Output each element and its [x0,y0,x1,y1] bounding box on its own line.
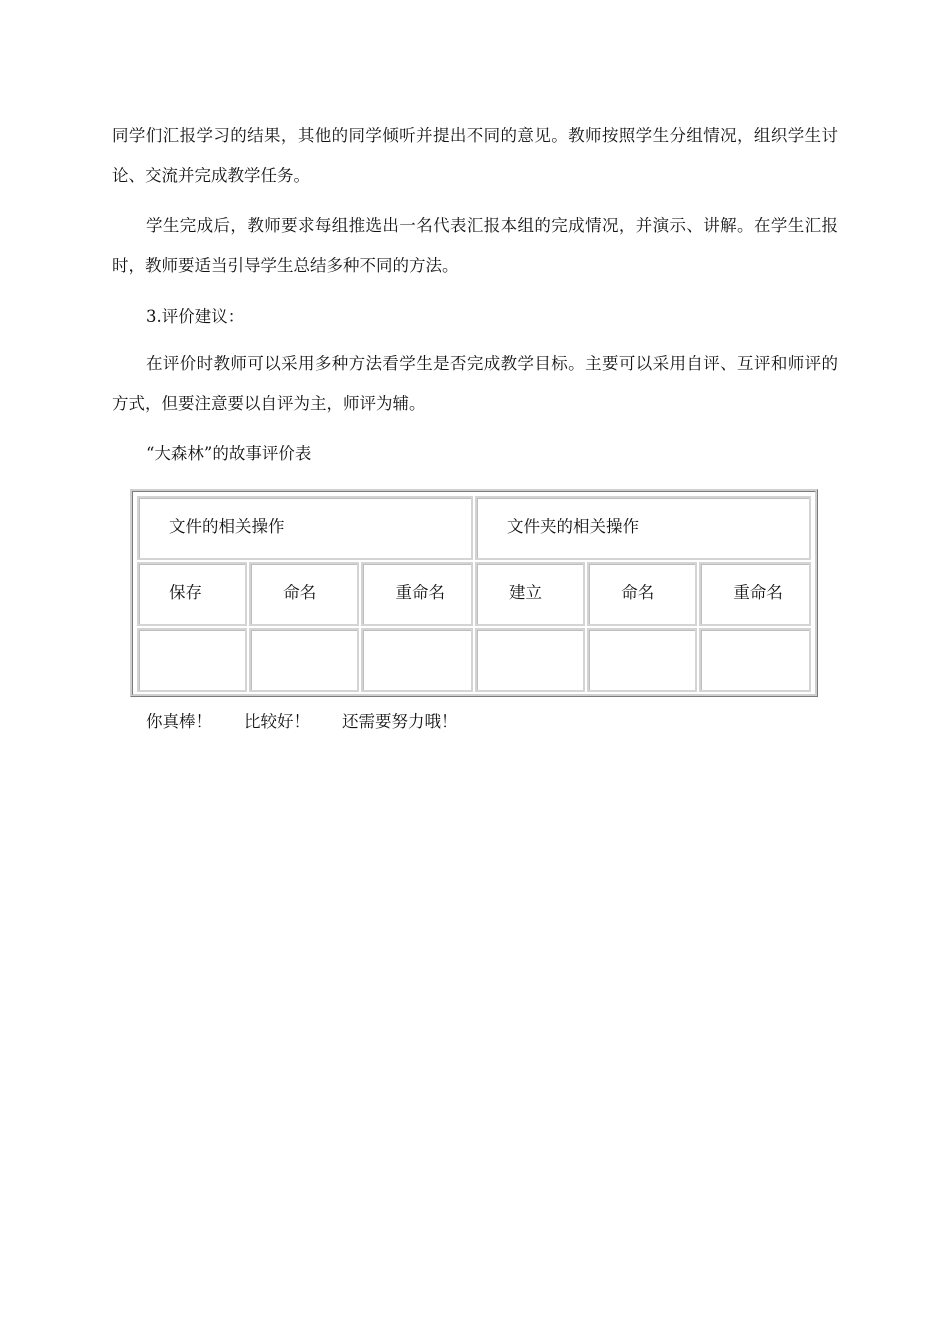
rating-needs-effort: 还需要努力哦！ [342,712,458,731]
subheader-create: 建立 [475,562,585,626]
subheader-name: 命名 [249,562,359,626]
evaluation-table [130,489,818,697]
header-folder-operations: 文件夹的相关操作 [475,496,811,560]
subheader-folder-name: 命名 [587,562,697,626]
rating-labels [146,710,490,734]
table-cell [699,628,811,692]
table-title: “大森林”的故事评价表 [146,444,312,463]
table-cell [587,628,697,692]
table-cell [475,628,585,692]
rating-good: 比较好！ [244,712,310,731]
subheader-folder-rename: 重命名 [699,562,811,626]
paragraph-evaluation: 在评价时教师可以采用多种方法看学生是否完成教学目标。主要可以采用自评、互评和师评的方式，但要注意要以自评为主，师评为辅。 [112,354,838,413]
table-cell [137,628,247,692]
table-subheader-row [137,562,811,626]
section-heading-evaluation: 3.评价建议： [146,307,245,326]
table-group-header-row [137,496,811,560]
header-file-operations: 文件的相关操作 [137,496,473,560]
paragraph-report: 同学们汇报学习的结果，其他的同学倾听并提出不同的意见。教师按照学生分组情况，组织学生讨论、交流并完成教学任务。 [112,126,838,185]
paragraph-presentation: 学生完成后，教师要求每组推选出一名代表汇报本组的完成情况，并演示、讲解。在学生汇报时，教师要适当引导学生总结多种不同的方法。 [112,216,838,275]
subheader-save: 保存 [137,562,247,626]
table-row [137,628,811,692]
subheader-rename: 重命名 [361,562,473,626]
rating-excellent: 你真棒！ [146,712,212,731]
table-cell [361,628,473,692]
table-cell [249,628,359,692]
